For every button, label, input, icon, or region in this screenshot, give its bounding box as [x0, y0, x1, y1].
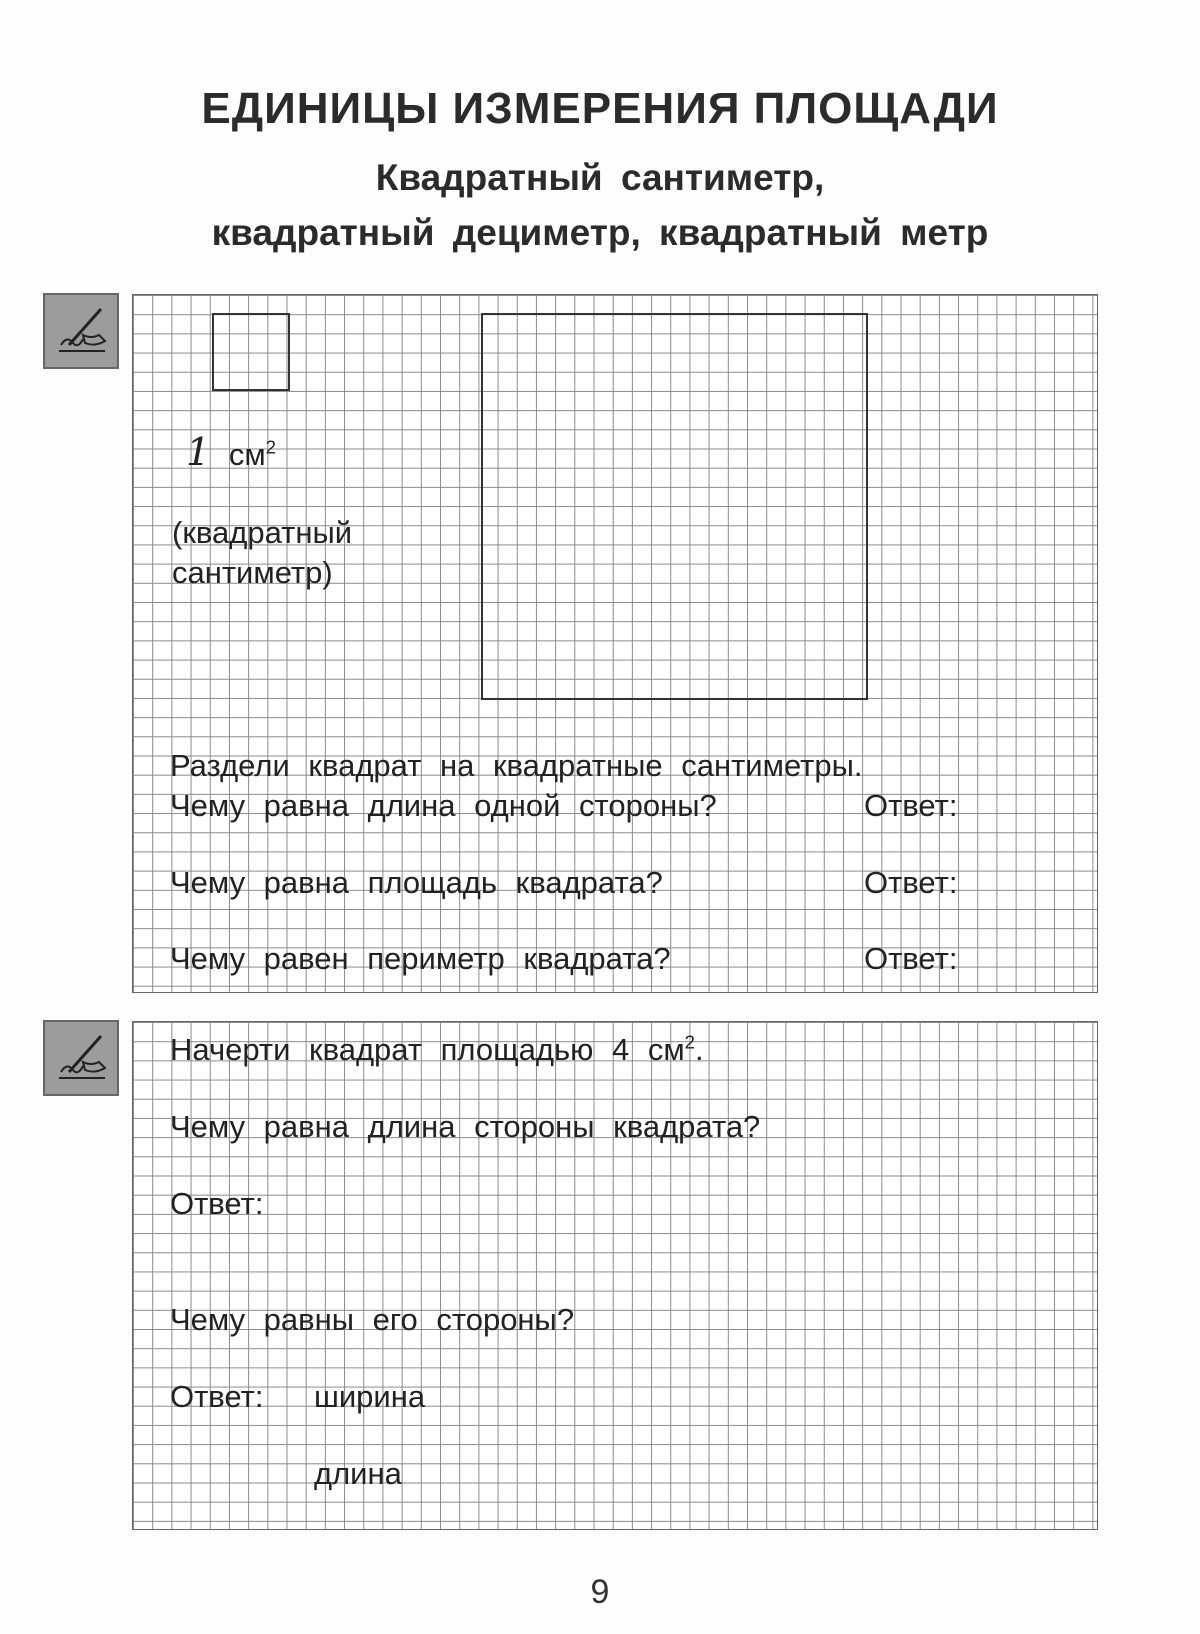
task1-question-side: Чему равна длина одной стороны?	[170, 788, 717, 823]
task2-question-sides: Чему равны его стороны?	[170, 1302, 575, 1337]
task1-answer-label-3: Ответ:	[864, 941, 958, 976]
task2-instruction-suffix: .	[694, 1032, 704, 1067]
page-number: 9	[590, 1573, 610, 1611]
large-square[interactable]	[481, 313, 868, 700]
width-label: ширина	[314, 1379, 426, 1414]
task2-instruction	[170, 1032, 704, 1068]
page-subtitle-line1: Квадратный сантиметр,	[375, 157, 825, 198]
unit-text: см	[228, 437, 266, 472]
pen-writing-icon	[45, 295, 117, 367]
task2-icon	[43, 1020, 119, 1096]
length-label: длина	[314, 1456, 402, 1491]
task1-instruction: Раздели квадрат на квадратные сантиметры.	[170, 748, 863, 783]
unit-square-1cm	[212, 313, 290, 391]
page-title: ЕДИНИЦЫ ИЗМЕРЕНИЯ ПЛОЩАДИ	[201, 84, 999, 133]
unit-exponent: 2	[265, 436, 276, 458]
pen-writing-icon	[45, 1022, 117, 1094]
task2-answer-label-2: Ответ:	[170, 1379, 264, 1414]
task1-answer-label-2: Ответ:	[864, 865, 958, 900]
unit-label	[186, 430, 276, 474]
task2-grid[interactable]	[132, 1021, 1098, 1530]
caption-line2: сантиметр)	[172, 555, 333, 590]
task2-question-side: Чему равна длина стороны квадрата?	[170, 1109, 761, 1144]
task2-instruction-exponent: 2	[684, 1031, 695, 1053]
task2-instruction-text: Начерти квадрат площадью 4 см	[170, 1032, 685, 1067]
task2-answer-label-1: Ответ:	[170, 1186, 264, 1221]
task1-answer-label-1: Ответ:	[864, 788, 958, 823]
caption-line1: (квадратный	[172, 515, 353, 550]
page-subtitle-line2: квадратный дециметр, квадратный метр	[211, 212, 989, 253]
task1-question-perimeter: Чему равен периметр квадрата?	[170, 941, 671, 976]
task1-question-area: Чему равна площадь квадрата?	[170, 865, 663, 900]
task1-icon	[43, 293, 119, 369]
unit-number: 1	[186, 430, 211, 474]
